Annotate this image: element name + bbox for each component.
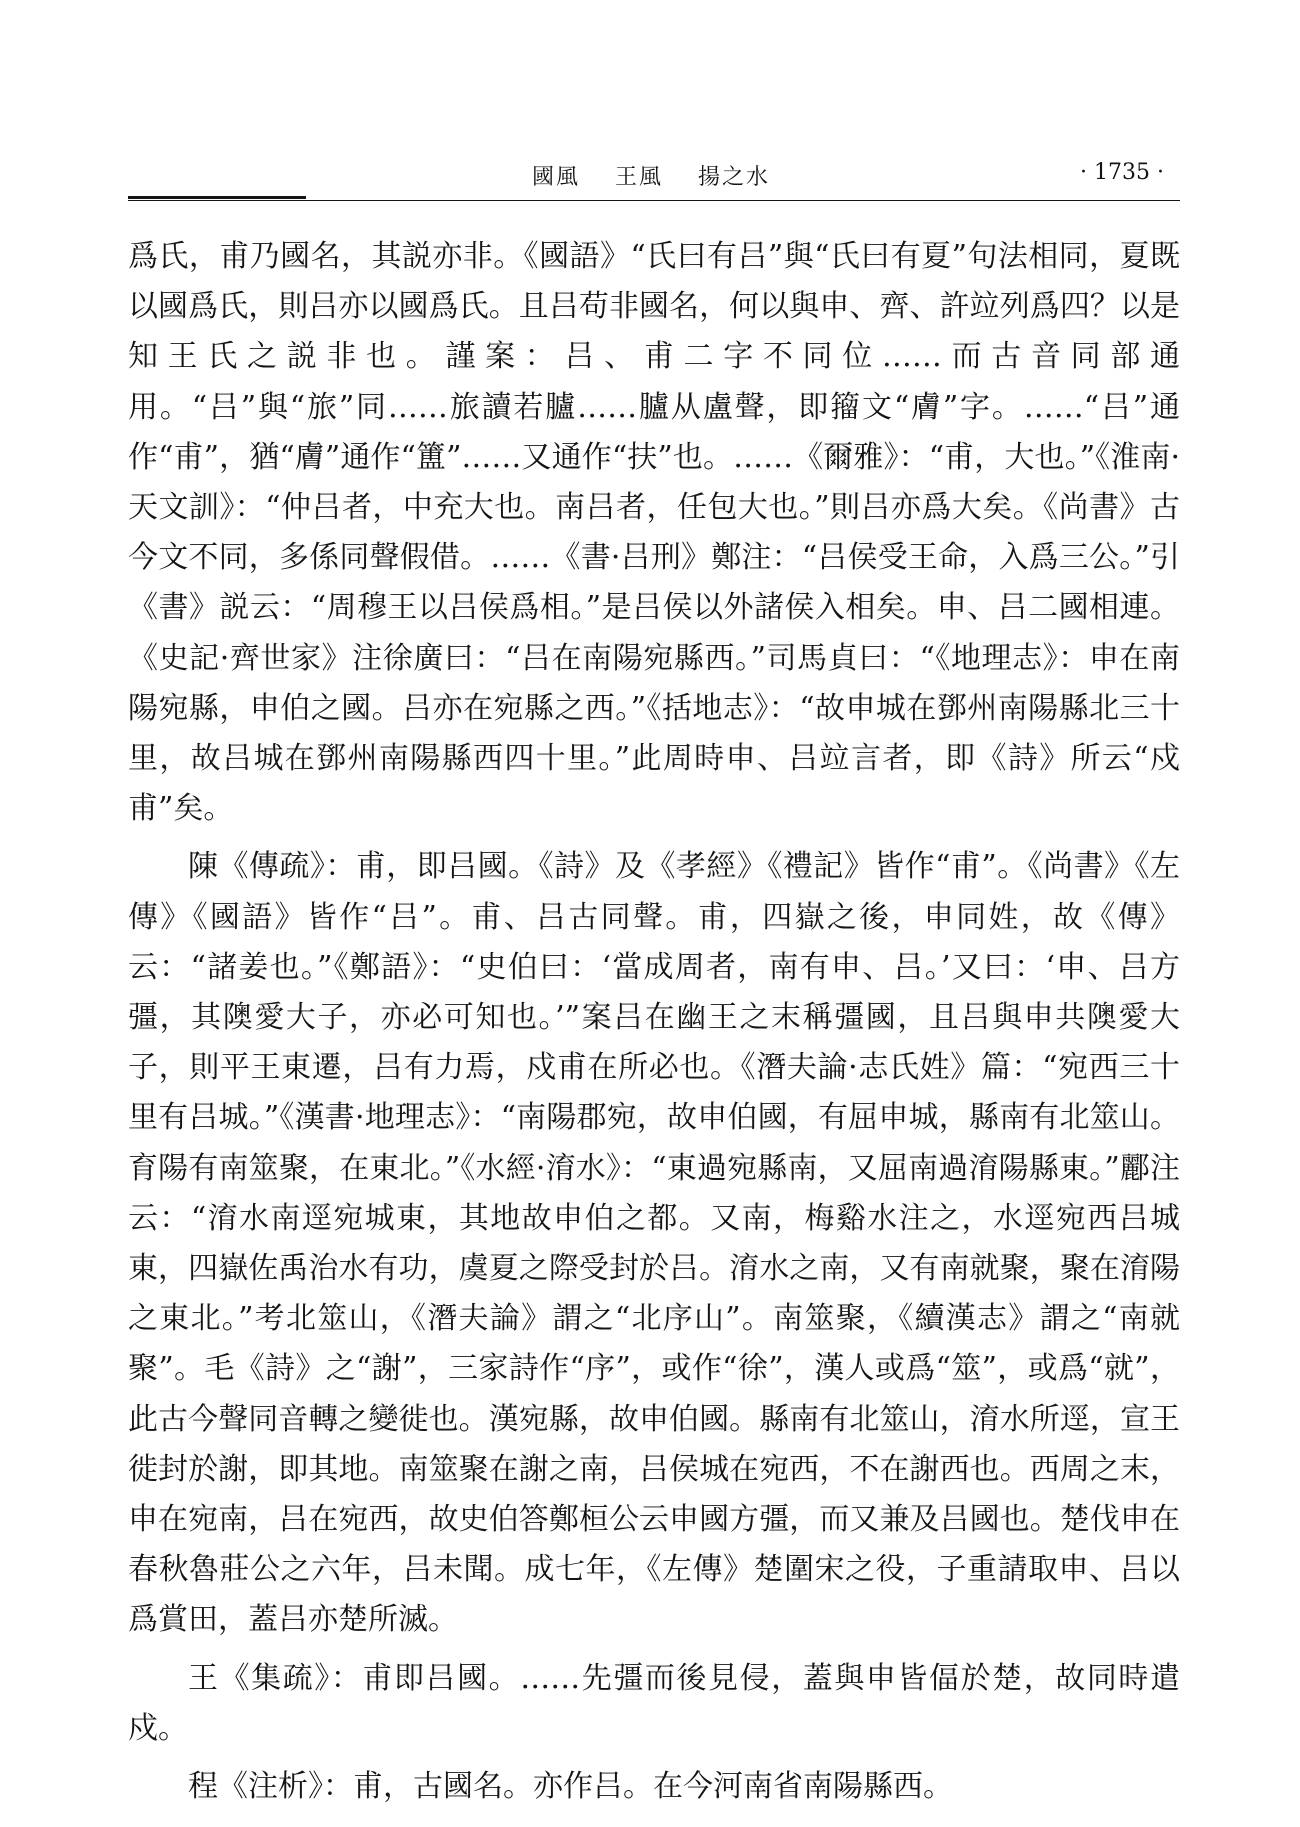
body-text (128, 232, 1180, 1820)
page-number: · 1735 · (1080, 160, 1164, 185)
header-rule-thick (128, 196, 306, 199)
paragraph-continued: 爲氏，甫乃國名，其説亦非。《國語》“氏曰有吕”與“氏曰有夏”句法相同，夏既以國爲氏，則吕亦以國爲氏。且吕苟非國名，何以與申、齊、許竝列爲四？以是知王氏之説非也。謹案：吕、甫二字不同位……而古音同部通用。“吕”與“旅”同……旅讀若臚……臚从盧聲，即籀文“膚”字。……“吕”通作“甫”，猶“膚”通作“簠”……又通作“扶”也。……《爾雅》：“甫，大也。”《淮南·天文訓》：“仲吕者，中充大也。南吕者，任包大也。”則吕亦爲大矣。《尚書》古今文不同，多係同聲假借。……《書·吕刑》鄭注：“吕侯受王命，入爲三公。”引《書》説云：“周穆王以吕侯爲相。”是吕侯以外諸侯入相矣。申、吕二國相連。《史記·齊世家》注徐廣曰：“吕在南陽宛縣西。”司馬貞曰：“《地理志》：申在南陽宛縣，申伯之國。吕亦在宛縣之西。”《括地志》：“故申城在鄧州南陽縣北三十里，故吕城在鄧州南陽縣西四十里。”此周時申、吕竝言者，即《詩》所云“戍甫”矣。 (128, 239, 1180, 827)
header-section-3: 揚之水 (698, 165, 771, 190)
header-section-2: 王風 (615, 165, 664, 190)
paragraph-wang-jishu: 王《集疏》：甫即吕國。……先彊而後見侵，蓋與申皆偪於楚，故同時遣戍。 (128, 1660, 1180, 1746)
paragraph-cheng-zhuxi: 程《注析》：甫，古國名。亦作吕。在今河南省南陽縣西。 (188, 1769, 953, 1805)
header-rule (128, 200, 1180, 201)
paragraph-chen-chuanshu: 陳《傳疏》：甫，即吕國。《詩》及《孝經》《禮記》皆作“甫”。《尚書》《左傳》《國語》皆作“吕”。甫、吕古同聲。甫，四嶽之後，申同姓，故《傳》云：“諸姜也。”《鄭語》：“史伯曰：‘當成周者，南有申、吕。’又曰：‘申、吕方彊，其隩愛大子，亦必可知也。’”案吕在幽王之末稱彊國，且吕與申共隩愛大子，則平王東遷，吕有力焉，戍甫在所必也。《潛夫論·志氏姓》篇：“宛西三十里有吕城。”《漢書·地理志》：“南陽郡宛，故申伯國，有屈申城，縣南有北筮山。育陽有南筮聚，在東北。”《水經·淯水》：“東過宛縣南，又屈南過淯陽縣東。”酈注云：“淯水南逕宛城東，其地故申伯之都。又南，梅谿水注之，水逕宛西吕城東，四嶽佐禹治水有功，虞夏之際受封於吕。淯水之南，又有南就聚，聚在淯陽之東北。”考北筮山，《潛夫論》謂之“北序山”。南筮聚，《續漢志》謂之“南就聚”。毛《詩》之“謝”，三家詩作“序”，或作“徐”，漢人或爲“筮”，或爲“就”，此古今聲同音轉之變徙也。漢宛縣，故申伯國。縣南有北筮山，淯水所逕，宣王徙封於謝，即其地。南筮聚在謝之南，吕侯城在宛西，不在謝西也。西周之末，申在宛南，吕在宛西，故史伯答鄭桓公云申國方彊，而又兼及吕國也。楚伐申在春秋魯莊公之六年，吕未聞。成七年，《左傳》楚圍宋之役，子重請取申、吕以爲賞田，蓋吕亦楚所滅。 (128, 849, 1180, 1638)
running-header (532, 160, 796, 191)
header-section-1: 國風 (532, 165, 581, 190)
